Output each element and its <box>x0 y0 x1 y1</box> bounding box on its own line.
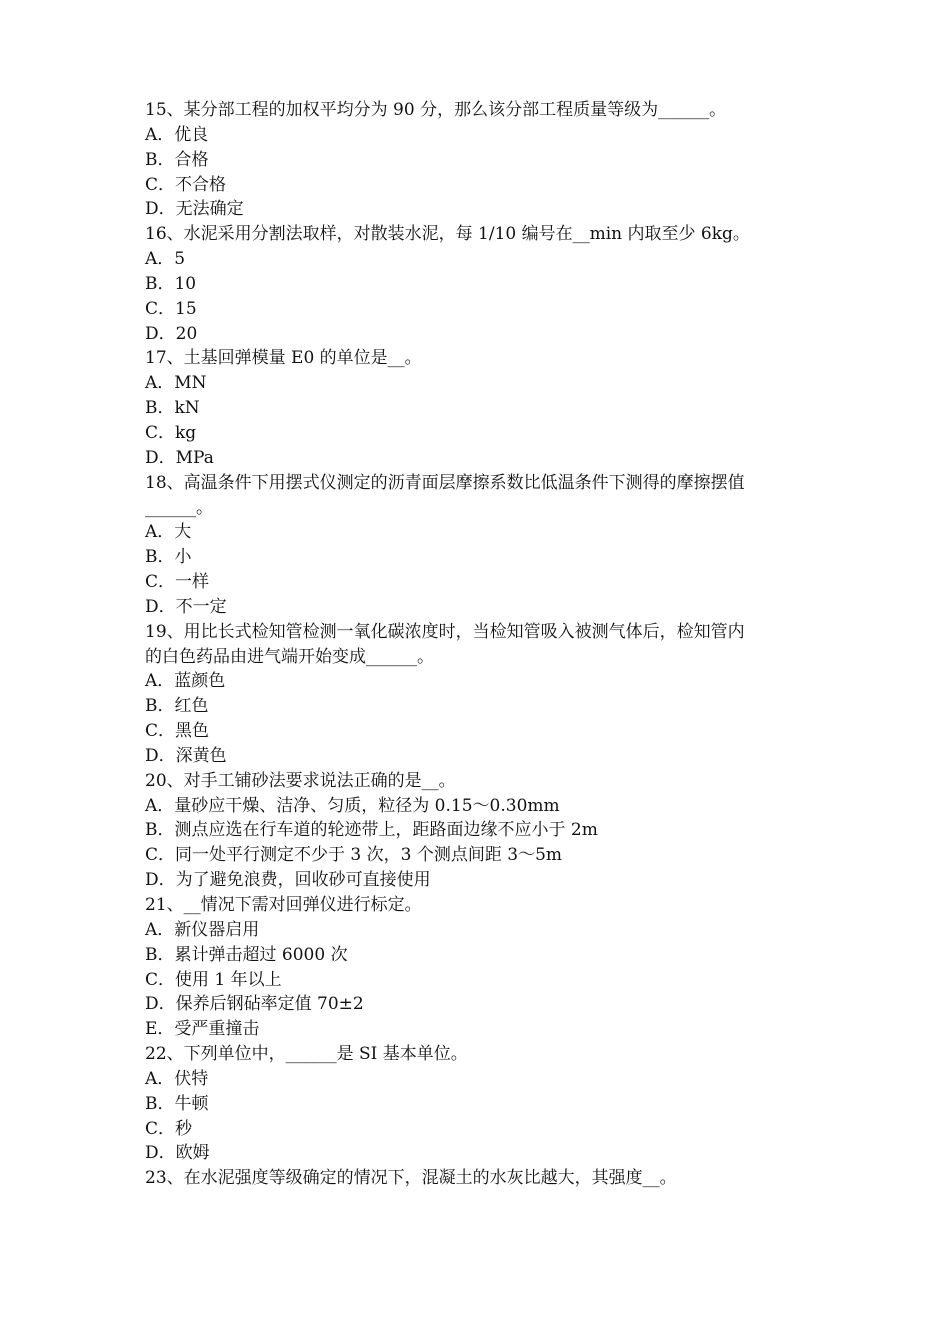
option-a: A．优良 <box>145 124 209 145</box>
option-a: A．新仪器启用 <box>145 919 260 940</box>
option-c: C．15 <box>145 298 197 319</box>
option-a: A．伏特 <box>145 1068 209 1089</box>
option-d: D．无法确定 <box>145 199 244 220</box>
option-a: A．蓝颜色 <box>145 671 226 692</box>
option-a: A．大 <box>145 522 192 543</box>
document-page <box>145 98 825 1191</box>
option-b: B．合格 <box>145 149 209 170</box>
question-22 <box>145 1042 825 1166</box>
option-b: B．测点应选在行车道的轮迹带上，距路面边缘不应小于 2m <box>145 820 598 841</box>
option-e: E．受严重撞击 <box>145 1019 260 1040</box>
option-c: C．不合格 <box>145 174 227 195</box>
option-d: D．保养后钢砧率定值 70±2 <box>145 994 364 1015</box>
question-23 <box>145 1166 825 1191</box>
option-c: C．kg <box>145 422 197 443</box>
question-stem: 15、某分部工程的加权平均分为 90 分，那么该分部工程质量等级为______。 <box>145 100 727 120</box>
option-d: D．深黄色 <box>145 745 227 766</box>
option-d: D．欧姆 <box>145 1143 210 1164</box>
option-b: B．牛顿 <box>145 1093 209 1114</box>
question-19 <box>145 620 825 769</box>
option-a: A．MN <box>145 373 207 394</box>
question-stem: 21、__情况下需对回弹仪进行标定。 <box>145 895 422 915</box>
option-b: B．累计弹击超过 6000 次 <box>145 944 348 965</box>
question-stem-continued: 的白色药品由进气端开始变成______。 <box>145 646 434 667</box>
option-a: A．5 <box>145 249 186 270</box>
question-15 <box>145 98 825 222</box>
option-c: C．黑色 <box>145 721 210 742</box>
option-b: B．红色 <box>145 696 209 717</box>
option-d: D．不一定 <box>145 596 227 617</box>
question-stem: 17、土基回弹模量 E0 的单位是__。 <box>145 348 422 369</box>
question-stem: 18、高温条件下用摆式仪测定的沥青面层摩擦系数比低温条件下测得的摩擦摆值 <box>145 472 745 493</box>
option-b: B．小 <box>145 547 192 568</box>
option-c: C．一样 <box>145 572 210 593</box>
option-b: B．kN <box>145 398 200 419</box>
question-stem: 23、在水泥强度等级确定的情况下，混凝土的水灰比越大，其强度__。 <box>145 1168 677 1189</box>
question-20 <box>145 769 825 893</box>
option-d: D．MPa <box>145 447 214 468</box>
option-a: A．量砂应干燥、洁净、匀质，粒径为 0.15～0.30mm <box>145 795 560 816</box>
question-21 <box>145 893 825 1042</box>
option-d: D．20 <box>145 323 198 344</box>
option-c: C．秒 <box>145 1118 193 1139</box>
question-stem-continued: ______。 <box>145 497 213 518</box>
question-18 <box>145 471 825 620</box>
option-b: B．10 <box>145 273 197 294</box>
question-stem: 22、下列单位中，______是 SI 基本单位。 <box>145 1044 468 1065</box>
question-16 <box>145 222 825 346</box>
question-17 <box>145 346 825 470</box>
question-stem: 16、水泥采用分割法取样，对散装水泥，每 1/10 编号在__min 内取至少 6kg。 <box>145 224 750 245</box>
option-d: D．为了避免浪费，回收砂可直接使用 <box>145 870 431 891</box>
question-stem: 19、用比长式检知管检测一氧化碳浓度时，当检知管吸入被测气体后，检知管内 <box>145 621 745 642</box>
option-c: C．使用 1 年以上 <box>145 969 282 990</box>
option-c: C．同一处平行测定不少于 3 次，3 个测点间距 3～5m <box>145 845 563 866</box>
question-stem: 20、对手工铺砂法要求说法正确的是__。 <box>145 770 456 791</box>
